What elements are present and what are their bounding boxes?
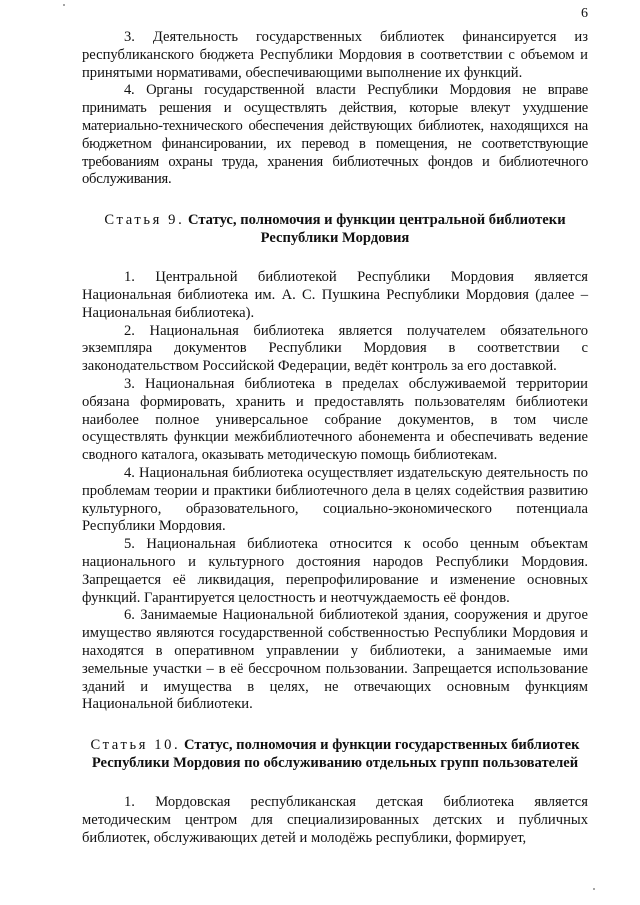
scan-speck: [593, 888, 595, 890]
article-10-paragraph: 1. Мордовская республиканская детская библиотека является методическим центром для специализированных детских и публичных библиотек, обслуживающих детей и молодёжь республики, формирует,: [82, 794, 588, 846]
page-number: 6: [581, 6, 588, 21]
article-9-paragraph: 5. Национальная библиотека относится к особо ценным объектам национального и культурного достояния народов Республики Мордовия. Запрещается её ликвидация, перепрофилирование и изменение основных функций. Гарантируется целостность и неотчуждаемость её фондов.: [82, 536, 588, 606]
article-9-paragraph: 2. Национальная библиотека является получателем обязательного экземпляра документов Республики Мордовия в соответствии с законодательством Российской Федерации, ведёт контроль за его доставкой.: [82, 322, 588, 375]
scan-speck: [63, 4, 65, 6]
document-body: [82, 29, 588, 847]
article-10-number: Статья 10.: [90, 737, 181, 754]
article-10-title: Статус, полномочия и функции государственных библиотек Республики Мордовия по обслуживанию отдельных групп пользователей: [91, 737, 580, 772]
article-9-paragraph: 1. Центральной библиотекой Республики Мордовия является Национальная библиотека им. А. С. Пушкина Республики Мордовия (далее – Национальная библиотека).: [82, 269, 588, 321]
article-9-heading: [82, 211, 588, 247]
article-9-paragraph: 6. Занимаемые Национальной библиотекой здания, сооружения и другое имущество являются государственной собственностью Республики Мордовия и находятся в оперативном управлении у библиотеки, а занимаемые ими земельные участки – в её бессрочном пользовании. Запрещается использование зданий и имущества в целях, не отвечающих основным функциям Национальной библиотеки.: [82, 607, 588, 713]
article-9-paragraph: 3. Национальная библиотека в пределах обслуживаемой территории обязана формировать, хранить и предоставлять пользователям библиотеки наиболее полное универсальное собрание документов, в том числе осуществлять функции межбиблиотечного абонемента и обеспечивать ведение сводного каталога, оказывать методическую помощь библиотекам.: [82, 375, 588, 464]
article-9-title: Статус, полномочия и функции центральной библиотеки Республики Мордовия: [187, 212, 566, 247]
article-9-paragraph: 4. Национальная библиотека осуществляет издательскую деятельность по проблемам теории и практики библиотечного дела в целях содействия развитию культурного, образовательного, социально-экономического потенциала Республики Мордовия.: [82, 464, 588, 535]
paragraph-state-authorities: 4. Органы государственной власти Республики Мордовия не вправе принимать решения и осуществлять действия, которые влекут ухудшение материально-технического обеспечения действующих библиотек, находящихся на бюджетном финансировании, их перевод в помещения, не соответствующие требованиям охраны труда, хранения библиотечных фондов и библиотечного обслуживания.: [82, 82, 588, 188]
article-10-heading: [82, 736, 588, 772]
paragraph-financing: 3. Деятельность государственных библиотек финансируется из республиканского бюджета Республики Мордовия в соответствии с объемом и принятыми нормативами, обеспечивающими выполнение их функций.: [82, 29, 588, 81]
article-9-number: Статья 9.: [104, 212, 185, 229]
